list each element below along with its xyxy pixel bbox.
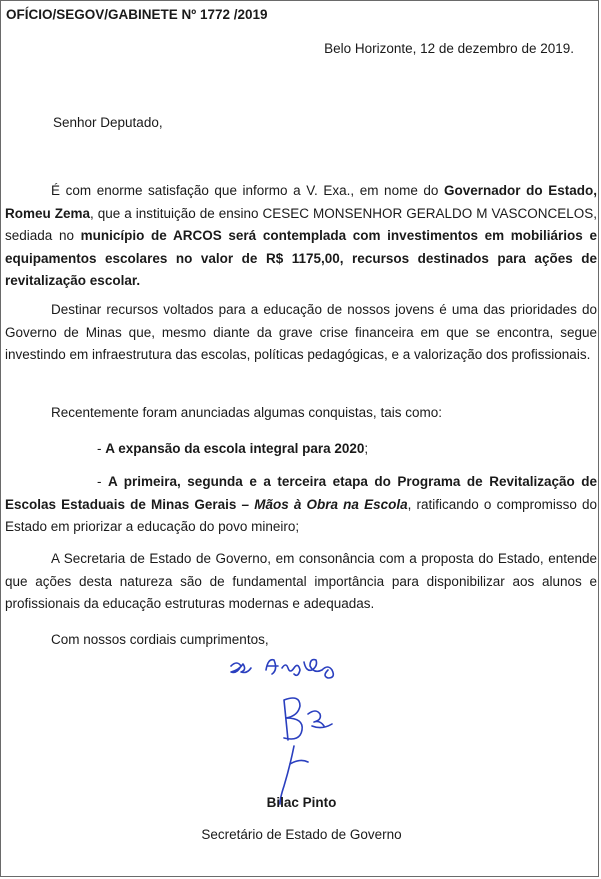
investment-statement: município de ARCOS será contemplada com investimentos em mobiliários e equipamentos escolares no valor de R$ 1175,00, recursos destinados para ações de revitalização escolar. <box>5 228 597 288</box>
paragraph-text: É com enorme satisfação que informo a V. Exa., em nome do <box>51 183 445 198</box>
paragraph-text: , que a instituição de ensino CESEC MONSENHOR GERALDO M VASCONCELOS, sediada no <box>5 205 597 243</box>
document-reference: OFÍCIO/SEGOV/GABINETE Nº 1772 /2019 <box>6 7 268 22</box>
achievement-text: A expansão da escola integral para 2020 <box>105 441 365 456</box>
paragraph-secretariat: A Secretaria de Estado de Governo, em consonância com a proposta do Estado, entende que ações desta natureza são de fundamental importância para disponibilizar aos alunos e profissionais da educação estruturas modernas e adequadas. <box>5 551 597 611</box>
signer-name: Bilac Pinto <box>266 795 337 810</box>
bullet-tail: ; <box>364 441 369 456</box>
governor-name: Governador do Estado, Romeu Zema <box>5 183 597 221</box>
closing-line: Com nossos cordiais cumprimentos, <box>51 632 269 647</box>
paragraph-achievements-intro: Recentemente foram anunciadas algumas conquistas, tais como: <box>51 405 442 420</box>
achievement-item-revitalization <box>5 471 597 539</box>
dateline: Belo Horizonte, 12 de dezembro de 2019. <box>324 41 574 56</box>
signer-title: Secretário de Estado de Governo <box>201 827 402 842</box>
achievement-item-integral-school <box>97 438 368 461</box>
bullet-tail: , ratificando o compromisso do Estado em priorizar a educação do povo mineiro; <box>5 496 597 534</box>
program-name: Mãos à Obra na Escola <box>254 496 408 512</box>
bullet-dash: - <box>97 441 106 456</box>
bullet-dash: - <box>97 474 109 489</box>
achievement-text: A primeira, segunda e a terceira etapa do Programa de Revitalização de Escolas Estaduais de Minas Gerais – <box>5 474 597 512</box>
salutation: Senhor Deputado, <box>53 115 163 130</box>
handwritten-signature <box>216 656 396 806</box>
paragraph-announcement <box>5 180 597 293</box>
paragraph-priorities: Destinar recursos voltados para a educação de nossos jovens é uma das prioridades do Governo de Minas que, mesmo diante da grave crise financeira em que se encontra, segue investindo em infraestrutura das escolas, políticas pedagógicas, e a valorização dos profissionais. <box>5 302 597 362</box>
